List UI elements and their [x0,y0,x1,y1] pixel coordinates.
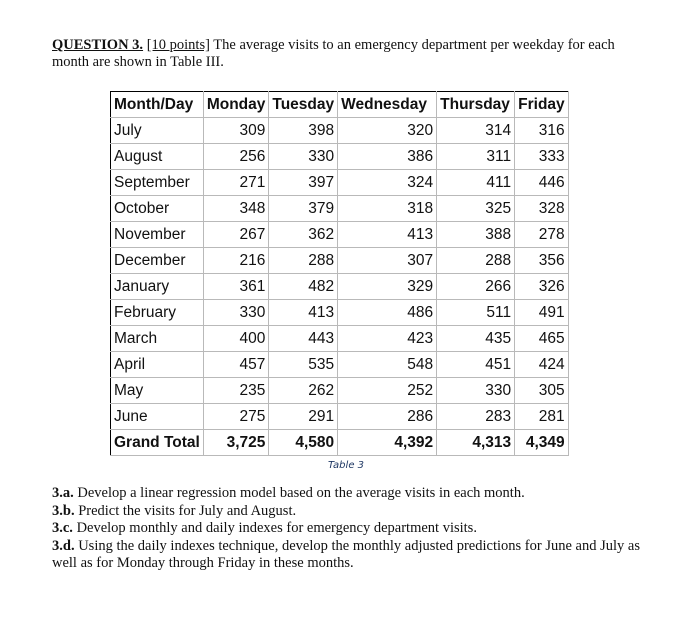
header-month-day: Month/Day [111,92,204,118]
value-cell-thursday: 266 [437,274,515,300]
value-cell-tuesday: 482 [269,274,338,300]
value-cell-monday: 348 [203,196,269,222]
month-cell: January [111,274,204,300]
value-cell-thursday: 330 [437,378,515,404]
table-row [111,170,569,196]
table-row [111,118,569,144]
value-cell-friday: 465 [515,326,569,352]
task-text: Predict the visits for July and August. [74,502,297,519]
value-cell-tuesday: 288 [269,248,338,274]
task-label: 3.d. [52,537,75,554]
table-row [111,378,569,404]
value-cell-wednesday: 286 [338,404,437,430]
value-cell-wednesday: 413 [338,222,437,248]
value-cell-monday: 309 [203,118,269,144]
question-heading: QUESTION 3. [52,37,144,53]
table-row [111,300,569,326]
value-cell-monday: 235 [203,378,269,404]
month-cell: October [111,196,204,222]
value-cell-thursday: 314 [437,118,515,144]
task-3d [52,538,662,573]
total-friday: 4,349 [515,430,569,456]
table-row [111,404,569,430]
month-cell: November [111,222,204,248]
value-cell-tuesday: 397 [269,170,338,196]
value-cell-monday: 256 [203,144,269,170]
value-cell-wednesday: 320 [338,118,437,144]
value-cell-wednesday: 324 [338,170,437,196]
table-row [111,196,569,222]
value-cell-friday: 278 [515,222,569,248]
table-body [111,118,569,430]
value-cell-wednesday: 307 [338,248,437,274]
value-cell-monday: 330 [203,300,269,326]
table-caption: Table 3 [328,460,365,471]
value-cell-monday: 275 [203,404,269,430]
value-cell-tuesday: 262 [269,378,338,404]
table-row [111,352,569,378]
value-cell-tuesday: 413 [269,300,338,326]
value-cell-monday: 400 [203,326,269,352]
value-cell-tuesday: 291 [269,404,338,430]
value-cell-thursday: 511 [437,300,515,326]
value-cell-thursday: 283 [437,404,515,430]
month-cell: April [111,352,204,378]
value-cell-thursday: 435 [437,326,515,352]
header-monday: Monday [203,92,269,118]
task-label: 3.c. [52,520,73,536]
task-text: Develop monthly and daily indexes for emergency department visits. [72,520,477,536]
value-cell-tuesday: 330 [269,144,338,170]
task-3c [52,520,662,538]
value-cell-monday: 271 [203,170,269,196]
task-list [52,485,662,573]
question-points: [10 points] [146,37,210,53]
value-cell-monday: 361 [203,274,269,300]
value-cell-thursday: 288 [437,248,515,274]
question-text: The average visits to an emergency department per weekday for each month are shown in Table III. [52,37,615,70]
value-cell-tuesday: 398 [269,118,338,144]
grand-total-label: Grand Total [111,430,204,456]
month-cell: February [111,300,204,326]
table-row [111,274,569,300]
table-row [111,222,569,248]
table-row [111,144,569,170]
task-3a [52,485,662,503]
task-label: 3.a. [52,485,74,501]
value-cell-monday: 457 [203,352,269,378]
value-cell-wednesday: 386 [338,144,437,170]
total-monday: 3,725 [203,430,269,456]
value-cell-wednesday: 329 [338,274,437,300]
value-cell-friday: 491 [515,300,569,326]
value-cell-wednesday: 252 [338,378,437,404]
value-cell-friday: 316 [515,118,569,144]
table-row [111,326,569,352]
value-cell-friday: 356 [515,248,569,274]
value-cell-friday: 424 [515,352,569,378]
value-cell-friday: 328 [515,196,569,222]
value-cell-wednesday: 548 [338,352,437,378]
task-label: 3.b. [52,502,75,519]
value-cell-thursday: 388 [437,222,515,248]
month-cell: June [111,404,204,430]
task-text: Using the daily indexes technique, develop the monthly adjusted predictions for June and July as well as for Monday through Friday in these months. [52,537,640,571]
value-cell-friday: 326 [515,274,569,300]
total-thursday: 4,313 [437,430,515,456]
month-cell: December [111,248,204,274]
total-tuesday: 4,580 [269,430,338,456]
question-intro [52,37,652,71]
grand-total-row [111,430,569,456]
value-cell-wednesday: 423 [338,326,437,352]
month-cell: August [111,144,204,170]
value-cell-monday: 267 [203,222,269,248]
header-tuesday: Tuesday [269,92,338,118]
value-cell-friday: 305 [515,378,569,404]
value-cell-thursday: 411 [437,170,515,196]
header-wednesday: Wednesday [338,92,437,118]
header-thursday: Thursday [437,92,515,118]
value-cell-thursday: 451 [437,352,515,378]
value-cell-tuesday: 362 [269,222,338,248]
value-cell-wednesday: 486 [338,300,437,326]
value-cell-tuesday: 443 [269,326,338,352]
total-wednesday: 4,392 [338,430,437,456]
task-3b [52,503,662,521]
value-cell-monday: 216 [203,248,269,274]
value-cell-tuesday: 535 [269,352,338,378]
visits-table [110,91,569,456]
header-friday: Friday [515,92,569,118]
value-cell-friday: 333 [515,144,569,170]
value-cell-wednesday: 318 [338,196,437,222]
month-cell: March [111,326,204,352]
month-cell: September [111,170,204,196]
month-cell: July [111,118,204,144]
month-cell: May [111,378,204,404]
value-cell-thursday: 311 [437,144,515,170]
table-header-row [111,92,569,118]
value-cell-friday: 446 [515,170,569,196]
value-cell-thursday: 325 [437,196,515,222]
task-text: Develop a linear regression model based on the average visits in each month. [73,485,525,501]
value-cell-friday: 281 [515,404,569,430]
value-cell-tuesday: 379 [269,196,338,222]
table-row [111,248,569,274]
